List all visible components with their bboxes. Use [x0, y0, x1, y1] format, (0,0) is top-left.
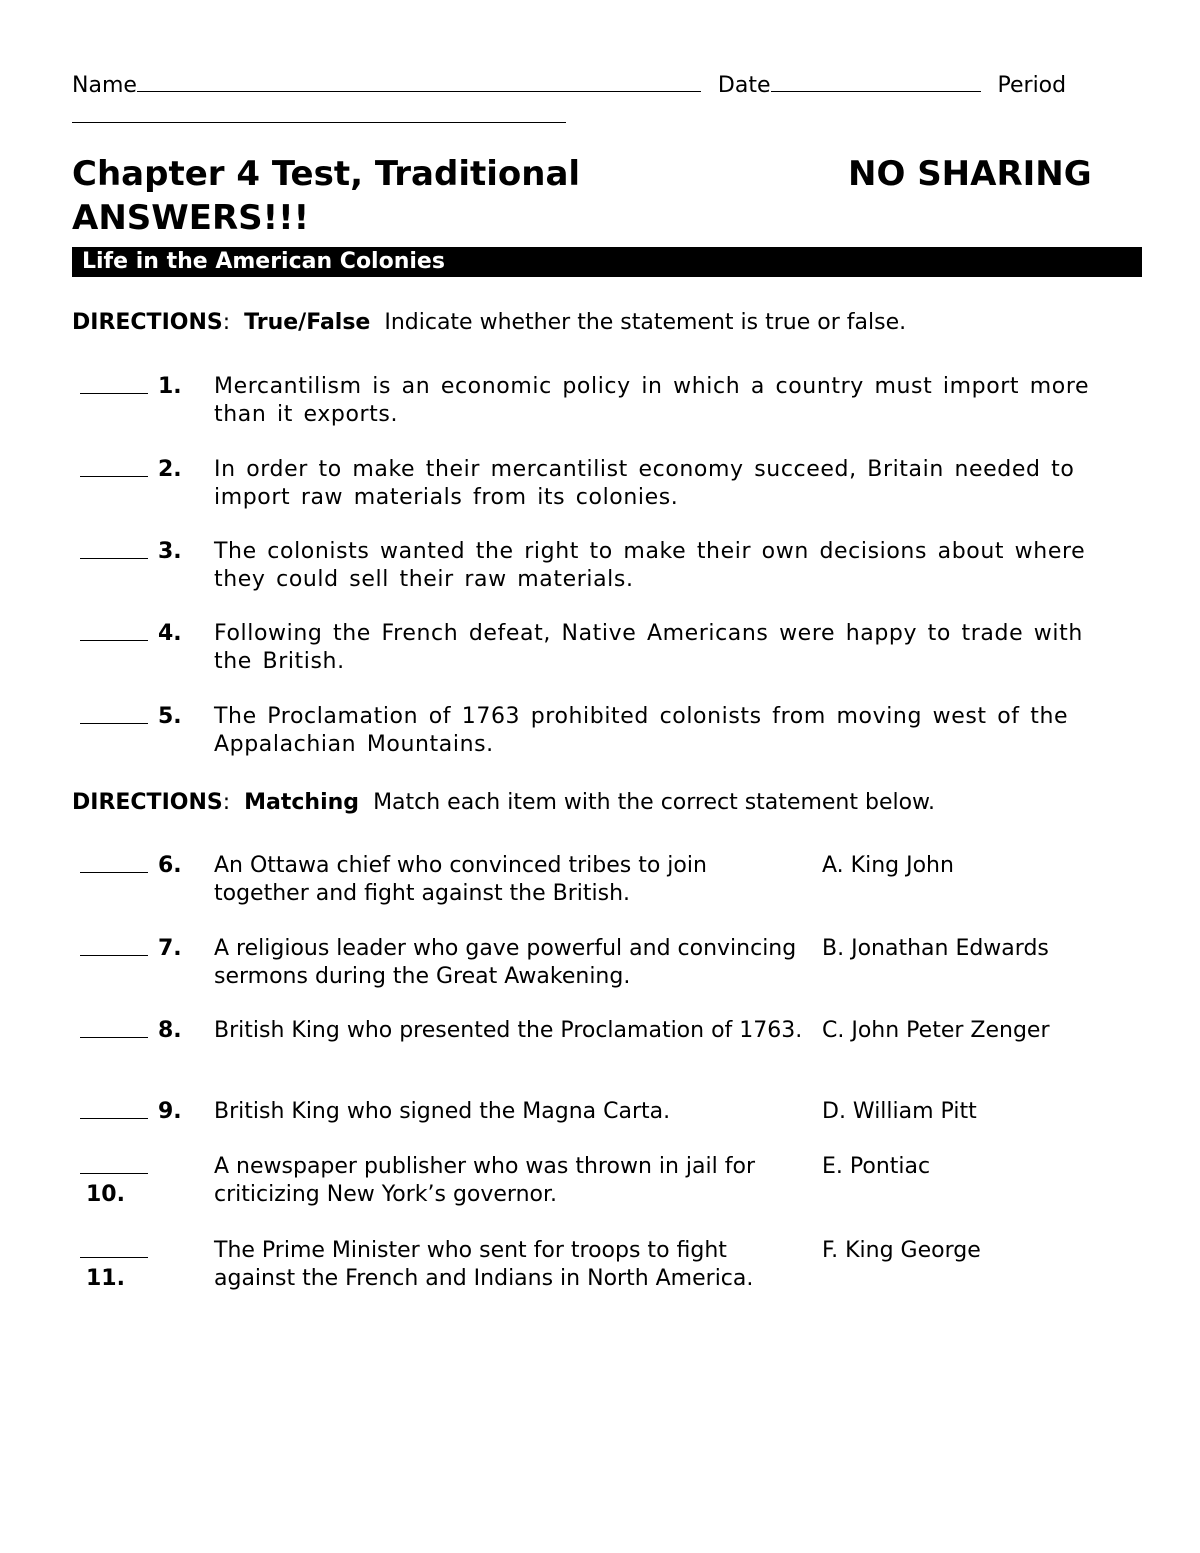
question-text: Following the French defeat, Native Americans were happy to trade with the British.: [214, 621, 1083, 674]
match-option: E. Pontiac: [822, 1154, 931, 1179]
answer-blank[interactable]: [80, 373, 148, 401]
question-text: The Prime Minister who sent for troops to fight against the French and Indians in North America.: [214, 1238, 754, 1291]
match-option: B. Jonathan Edwards: [822, 936, 1049, 961]
matching-directions: DIRECTIONS: Matching Match each item with the correct statement below.: [72, 790, 936, 815]
match-option: A. King John: [822, 853, 954, 878]
tf-directions-label: DIRECTIONS: [72, 310, 223, 335]
question-number: 2.: [158, 457, 182, 482]
question-number: 6.: [158, 853, 182, 878]
answer-blank[interactable]: [80, 620, 148, 648]
answer-blank[interactable]: [80, 538, 148, 566]
student-info-header: [72, 72, 1066, 100]
answer-blank[interactable]: [80, 1017, 148, 1045]
tf-directions-type: True/False: [244, 310, 371, 335]
title-continuation: ANSWERS!!!: [72, 198, 310, 238]
question-number: 5.: [158, 704, 182, 729]
period-label: Period: [997, 73, 1067, 98]
answer-blank[interactable]: [80, 852, 148, 880]
question-text: British King who presented the Proclamation of 1763.: [214, 1018, 803, 1043]
question-number: 7.: [158, 936, 182, 961]
title-right: NO SHARING: [848, 154, 1092, 194]
matching-directions-label: DIRECTIONS: [72, 790, 223, 815]
question-text: A newspaper publisher who was thrown in jail for criticizing New York’s governor.: [214, 1154, 755, 1207]
question-number: 4.: [158, 621, 182, 646]
tf-directions-text: Indicate whether the statement is true or false.: [384, 310, 907, 335]
name-blank[interactable]: [137, 90, 701, 92]
question-text: In order to make their mercantilist economy succeed, Britain needed to import raw materials from its colonies.: [214, 457, 1075, 510]
page-title: [72, 152, 1102, 196]
question-text: British King who signed the Magna Carta.: [214, 1099, 671, 1124]
answer-blank[interactable]: [80, 703, 148, 731]
match-option: C. John Peter Zenger: [822, 1018, 1050, 1043]
question-text: An Ottawa chief who convinced tribes to join together and fight against the British.: [214, 853, 707, 906]
tf-directions: DIRECTIONS: True/False Indicate whether the statement is true or false.: [72, 310, 907, 335]
matching-directions-text: Match each item with the correct statement below.: [373, 790, 936, 815]
question-number: 3.: [158, 539, 182, 564]
period-blank[interactable]: [72, 108, 566, 123]
question-text: Mercantilism is an economic policy in which a country must import more than it exports.: [214, 374, 1090, 427]
matching-directions-type: Matching: [244, 790, 360, 815]
question-number: 8.: [158, 1018, 182, 1043]
question-number: 11.: [86, 1266, 125, 1291]
answer-blank[interactable]: [80, 935, 148, 963]
section-heading: Life in the American Colonies: [72, 247, 1140, 277]
answer-blank[interactable]: [80, 456, 148, 484]
question-number: 9.: [158, 1099, 182, 1124]
date-label: Date: [717, 73, 771, 98]
question-text: The colonists wanted the right to make their own decisions about where they could sell their raw materials.: [214, 539, 1086, 592]
answer-blank[interactable]: [80, 1153, 148, 1181]
name-label: Name: [72, 73, 137, 98]
question-text: The Proclamation of 1763 prohibited colonists from moving west of the Appalachian Mountains.: [214, 704, 1069, 757]
question-text: A religious leader who gave powerful and convincing sermons during the Great Awakening.: [214, 936, 797, 989]
answer-blank[interactable]: [80, 1237, 148, 1265]
title-left: Chapter 4 Test, Traditional: [72, 154, 581, 194]
answer-blank[interactable]: [80, 1098, 148, 1126]
match-option: D. William Pitt: [822, 1099, 977, 1124]
question-number: 1.: [158, 374, 182, 399]
question-number: 10.: [86, 1182, 125, 1207]
match-option: F. King George: [822, 1238, 981, 1263]
date-blank[interactable]: [771, 90, 981, 92]
